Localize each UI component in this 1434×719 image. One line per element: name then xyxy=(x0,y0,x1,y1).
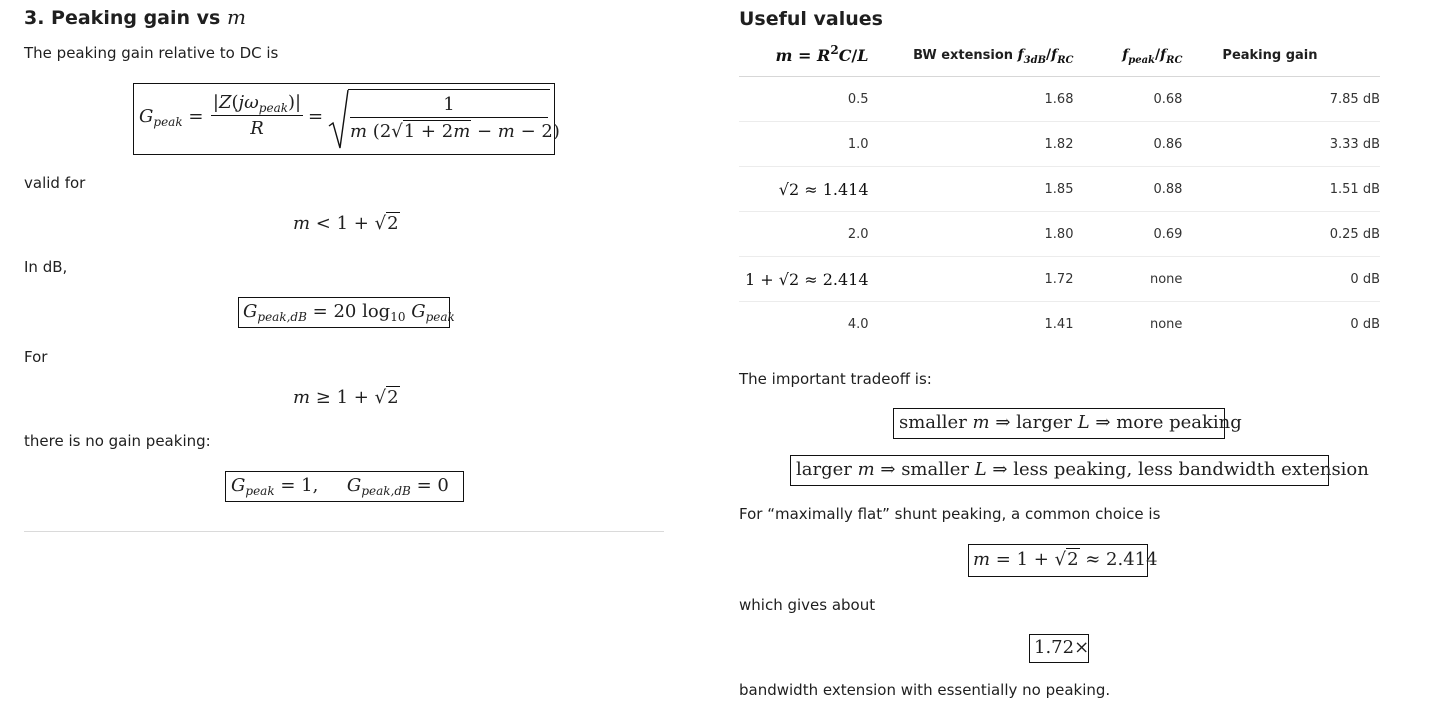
cell-gain: 0.25 dB xyxy=(1182,212,1380,257)
cell-bw: 1.82 xyxy=(869,122,1074,167)
sqrt-sign-icon xyxy=(328,88,350,150)
table-row xyxy=(739,77,1380,122)
section-heading-var: m xyxy=(226,5,246,29)
cell-m: 1.0 xyxy=(739,122,869,167)
cell-fpeak: 0.86 xyxy=(1073,122,1182,167)
cell-fpeak: 0.68 xyxy=(1073,77,1182,122)
for-text: For xyxy=(24,348,48,366)
cell-bw: 1.72 xyxy=(869,257,1074,302)
col-header-fpeak: $f_{peak}/f_{RC}$ xyxy=(1073,34,1182,77)
validity-condition: m < 1 + √2 xyxy=(293,213,399,234)
cell-gain: 7.85 dB xyxy=(1182,77,1380,122)
gain-db-formula: $G_{peak,dB} = 20$ $\log_{10} G_{peak}$ xyxy=(238,297,450,328)
col-header-bw-text: BW extension xyxy=(913,48,1014,63)
cell-gain: 3.33 dB xyxy=(1182,122,1380,167)
col-header-bw: BW extension $f_{3dB}/f_{RC}$ xyxy=(869,34,1074,77)
cell-m: 1 + √2 ≈ 2.414 xyxy=(739,257,869,302)
table-row xyxy=(739,167,1380,212)
extension-value-box: 1.72× xyxy=(1029,634,1089,663)
intro-text: The peaking gain relative to DC is xyxy=(24,44,279,62)
tradeoff-smaller-m: smaller m ⇒ larger L ⇒ more peaking xyxy=(893,408,1225,439)
table-row xyxy=(739,257,1380,302)
cell-gain: 0 dB xyxy=(1350,316,1380,332)
useful-values-table xyxy=(739,34,1380,346)
max-flat-intro: For “maximally flat” shunt peaking, a common choice is xyxy=(739,505,1161,523)
table-row xyxy=(739,212,1380,257)
useful-values-heading: Useful values xyxy=(739,8,883,30)
gives-about-text: which gives about xyxy=(739,596,876,614)
in-db-text: In dB, xyxy=(24,258,68,276)
extension-outro: bandwidth extension with essentially no peaking. xyxy=(739,681,1111,699)
section-heading xyxy=(24,5,246,29)
no-peaking-condition: m ≥ 1 + √2 xyxy=(293,387,399,408)
cell-m: 2.0 xyxy=(739,212,869,257)
no-peaking-formula: $G_{peak} = 1$, $G_{peak,dB} = 0$ xyxy=(225,471,464,502)
no-peaking-text: there is no gain peaking: xyxy=(24,432,211,450)
col-header-gain: Peaking gain xyxy=(1182,34,1380,77)
section-heading-text: 3. Peaking gain vs xyxy=(24,7,221,29)
peaking-gain-formula: $G_{peak}$ = $|Z(j\omega_{peak})|$ R = 1 m (2√1 + 2m − m − 2) xyxy=(133,83,555,155)
cell-bw: 1.85 xyxy=(869,167,1074,212)
col-header-m: $m = R^2C/L$ xyxy=(739,34,869,77)
cell-bw: 1.68 xyxy=(869,77,1074,122)
table-row xyxy=(739,302,1380,347)
max-flat-formula: m = 1 + √2 ≈ 2.414 xyxy=(968,544,1148,577)
section-divider xyxy=(24,531,664,532)
cell-bw: 1.41 xyxy=(1044,316,1074,332)
cell-gain: 0 dB xyxy=(1182,257,1380,302)
table-header-row xyxy=(739,34,1380,77)
cell-m: √2 ≈ 1.414 xyxy=(739,167,869,212)
cell-m: 0.5 xyxy=(739,77,869,122)
tradeoff-larger-m: larger m ⇒ smaller L ⇒ less peaking, less bandwidth extension xyxy=(790,455,1329,486)
cell-gain: 1.51 dB xyxy=(1182,167,1380,212)
cell-fpeak: none xyxy=(1073,257,1182,302)
tradeoff-intro: The important tradeoff is: xyxy=(739,370,932,388)
cell-bw: 1.80 xyxy=(869,212,1074,257)
table-row xyxy=(739,122,1380,167)
cell-m: 4.0 xyxy=(847,316,869,332)
cell-fpeak: 0.88 xyxy=(1073,167,1182,212)
valid-for-text: valid for xyxy=(24,174,86,192)
cell-fpeak: 0.69 xyxy=(1073,212,1182,257)
cell-fpeak: none xyxy=(1149,316,1183,332)
